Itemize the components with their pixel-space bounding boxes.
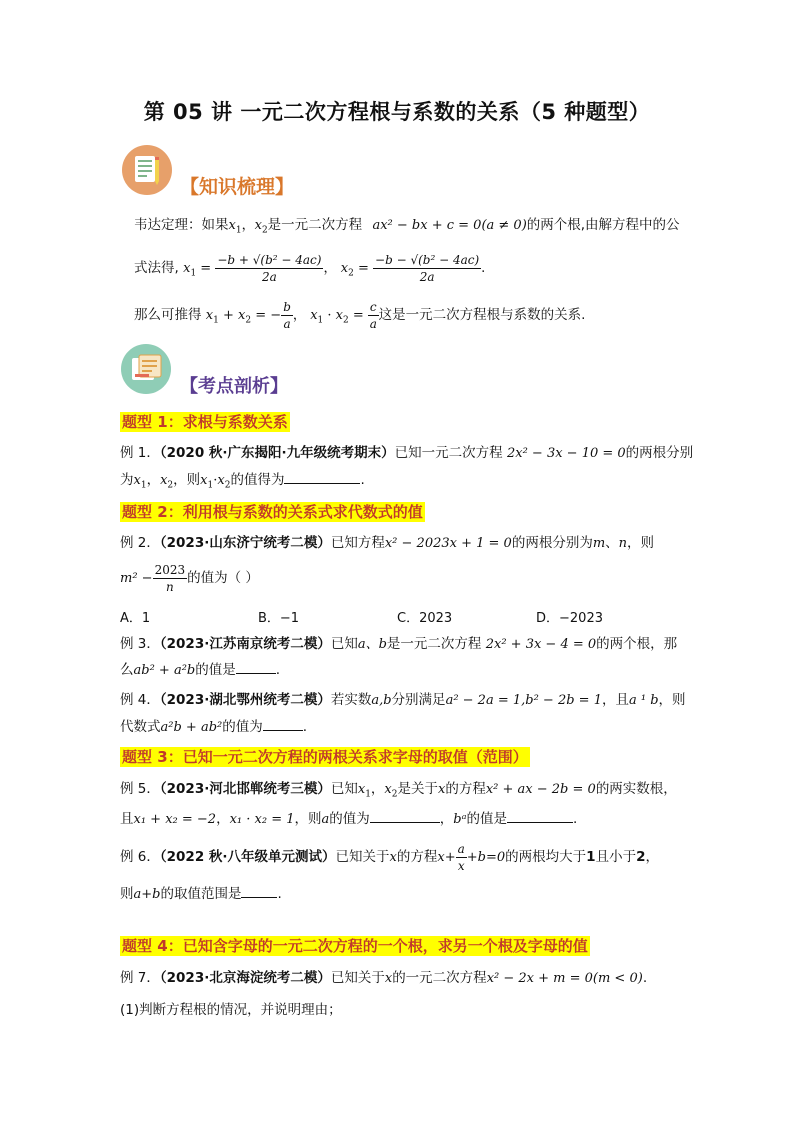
vieta-line-3: 那么可推得 $x_1 + x_2$ = − $\frac{b}{a}$ ， $x_1 \cdot x_2$ = $\frac{c}{a}$ 这是一元二次方程根与系数的关系. (134, 299, 586, 331)
root-formula-x2: $\frac{\text{−b − √(b² − 4ac)}}{2a}$ (375, 252, 480, 284)
example-6-line-1: 例 6．（2022 秋·八年级单元测试）已知关于x的方程x+ $\frac{a}{x}$ +b=0的两根均大于1且小于2， (120, 841, 659, 873)
type-heading-2: 题型 2：利用根与系数的关系式求代数式的值 (122, 503, 423, 521)
example-1-line-2: 为$x_1$，$x_2$，则$x_1\cdot x_2$的值得为 . (120, 472, 365, 491)
type-heading-1: 题型 1：求根与系数关系 (122, 413, 288, 431)
example-4-line-1: 例 4．（2023·湖北鄂州统考二模）若实数a,b分别满足a² − 2a = 1,b² − 2b = 1，且a ¹ b，则 (120, 692, 686, 708)
option-d[interactable]: D．−2023 (536, 611, 603, 626)
math-x2: x (254, 218, 262, 233)
vieta-line-1: 韦达定理：如果$x_1$，$x_2$是一元二次方程 ax² − bx + c = 0(a ≠ 0)的两个根,由解方程中的公 (134, 217, 680, 236)
knowledge-heading: 【知识梳理】 (180, 176, 295, 198)
option-c[interactable]: C．2023 (397, 611, 453, 626)
answer-blank[interactable] (236, 661, 276, 674)
document-icon (121, 344, 171, 394)
quadratic-equation: ax² − bx + c = 0(a ≠ 0) (372, 218, 527, 233)
example-7-line-1: 例 7．（2023·北京海淀统考二模）已知关于x的一元二次方程x² − 2x + m = 0(m < 0). (120, 970, 648, 986)
answer-blank[interactable] (263, 718, 303, 731)
text: 韦达定理：如果 (134, 217, 229, 233)
page-title: 第 05 讲 一元二次方程根与系数的关系（5 种题型） (143, 100, 651, 124)
type-heading-3: 题型 3：已知一元二次方程的两根关系求字母的取值（范围） (122, 748, 528, 766)
answer-blank[interactable] (507, 810, 573, 823)
option-a[interactable]: A．1 (120, 611, 151, 626)
example-3-line-2: 么ab² + a²b的值是 . (120, 662, 281, 678)
fraction-b-a: $\frac{b}{a}$ (283, 299, 291, 331)
example-3-line-1: 例 3．（2023·江苏南京统考二模）已知a、b是一元二次方程 2x² + 3x − 4 = 0的两个根，那 (120, 636, 678, 652)
example-5-line-2: 且x₁ + x₂ = −2，x₁ · x₂ = 1，则a的值为 ，bᵃ的值是 . (120, 811, 578, 827)
notebook-pencil-icon (122, 145, 172, 195)
example-5-line-1: 例 5．（2023·河北邯郸统考三模）已知$x_1$，$x_2$是关于x的方程x² + ax − 2b = 0的两实数根， (120, 781, 677, 800)
text: 这是一元二次方程根与系数的关系. (378, 307, 586, 323)
example-2-line-2: m² − $\frac{2023}{n}$ 的值为（ ） (120, 562, 259, 594)
analysis-heading: 【考点剖析】 (180, 376, 288, 397)
answer-blank[interactable] (370, 810, 440, 823)
example-6-line-2: 则a+b的取值范围是 . (120, 886, 282, 902)
answer-blank[interactable] (241, 885, 277, 898)
fraction-c-a: $\frac{c}{a}$ (369, 299, 377, 331)
root-formula-x1: $\frac{\text{−b + √(b² − 4ac)}}{2a}$ (217, 252, 322, 284)
answer-blank[interactable] (284, 471, 360, 484)
example-2-line-1: 例 2．（2023·山东济宁统考二模）已知方程x² − 2023x + 1 = 0的两根分别为m、n，则 (120, 535, 655, 551)
text: 的两个根,由解方程中的公 (526, 217, 680, 233)
text: 那么可推得 (134, 307, 202, 323)
vieta-line-2: 式法得, $x_1$ = $\frac{\text{−b + √(b² − 4ac)}}{2a}$ ， $x_2$ = $\frac{\text{−b − √(b² − 4ac)}}{2a}$ . (134, 252, 486, 284)
option-b[interactable]: B．−1 (258, 611, 300, 626)
math-x1: x (228, 218, 236, 233)
example-7-question-1: (1)判断方程根的情况，并说明理由； (120, 1002, 342, 1018)
fraction-a-x: $\frac{a}{x}$ (457, 841, 465, 873)
example-1-line-1: 例 1．（2020 秋·广东揭阳·九年级统考期末）已知一元二次方程 2x² − 3x − 10 = 0的两根分别 (120, 445, 694, 461)
type-heading-4: 题型 4：已知含字母的一元二次方程的一个根，求另一个根及字母的值 (122, 937, 588, 955)
example-4-line-2: 代数式a²b + ab²的值为 . (120, 719, 308, 735)
text: 是一元二次方程 (267, 217, 363, 233)
fraction-2023-n: $\frac{2023}{n}$ (154, 562, 186, 594)
text: 式法得, (134, 260, 179, 276)
